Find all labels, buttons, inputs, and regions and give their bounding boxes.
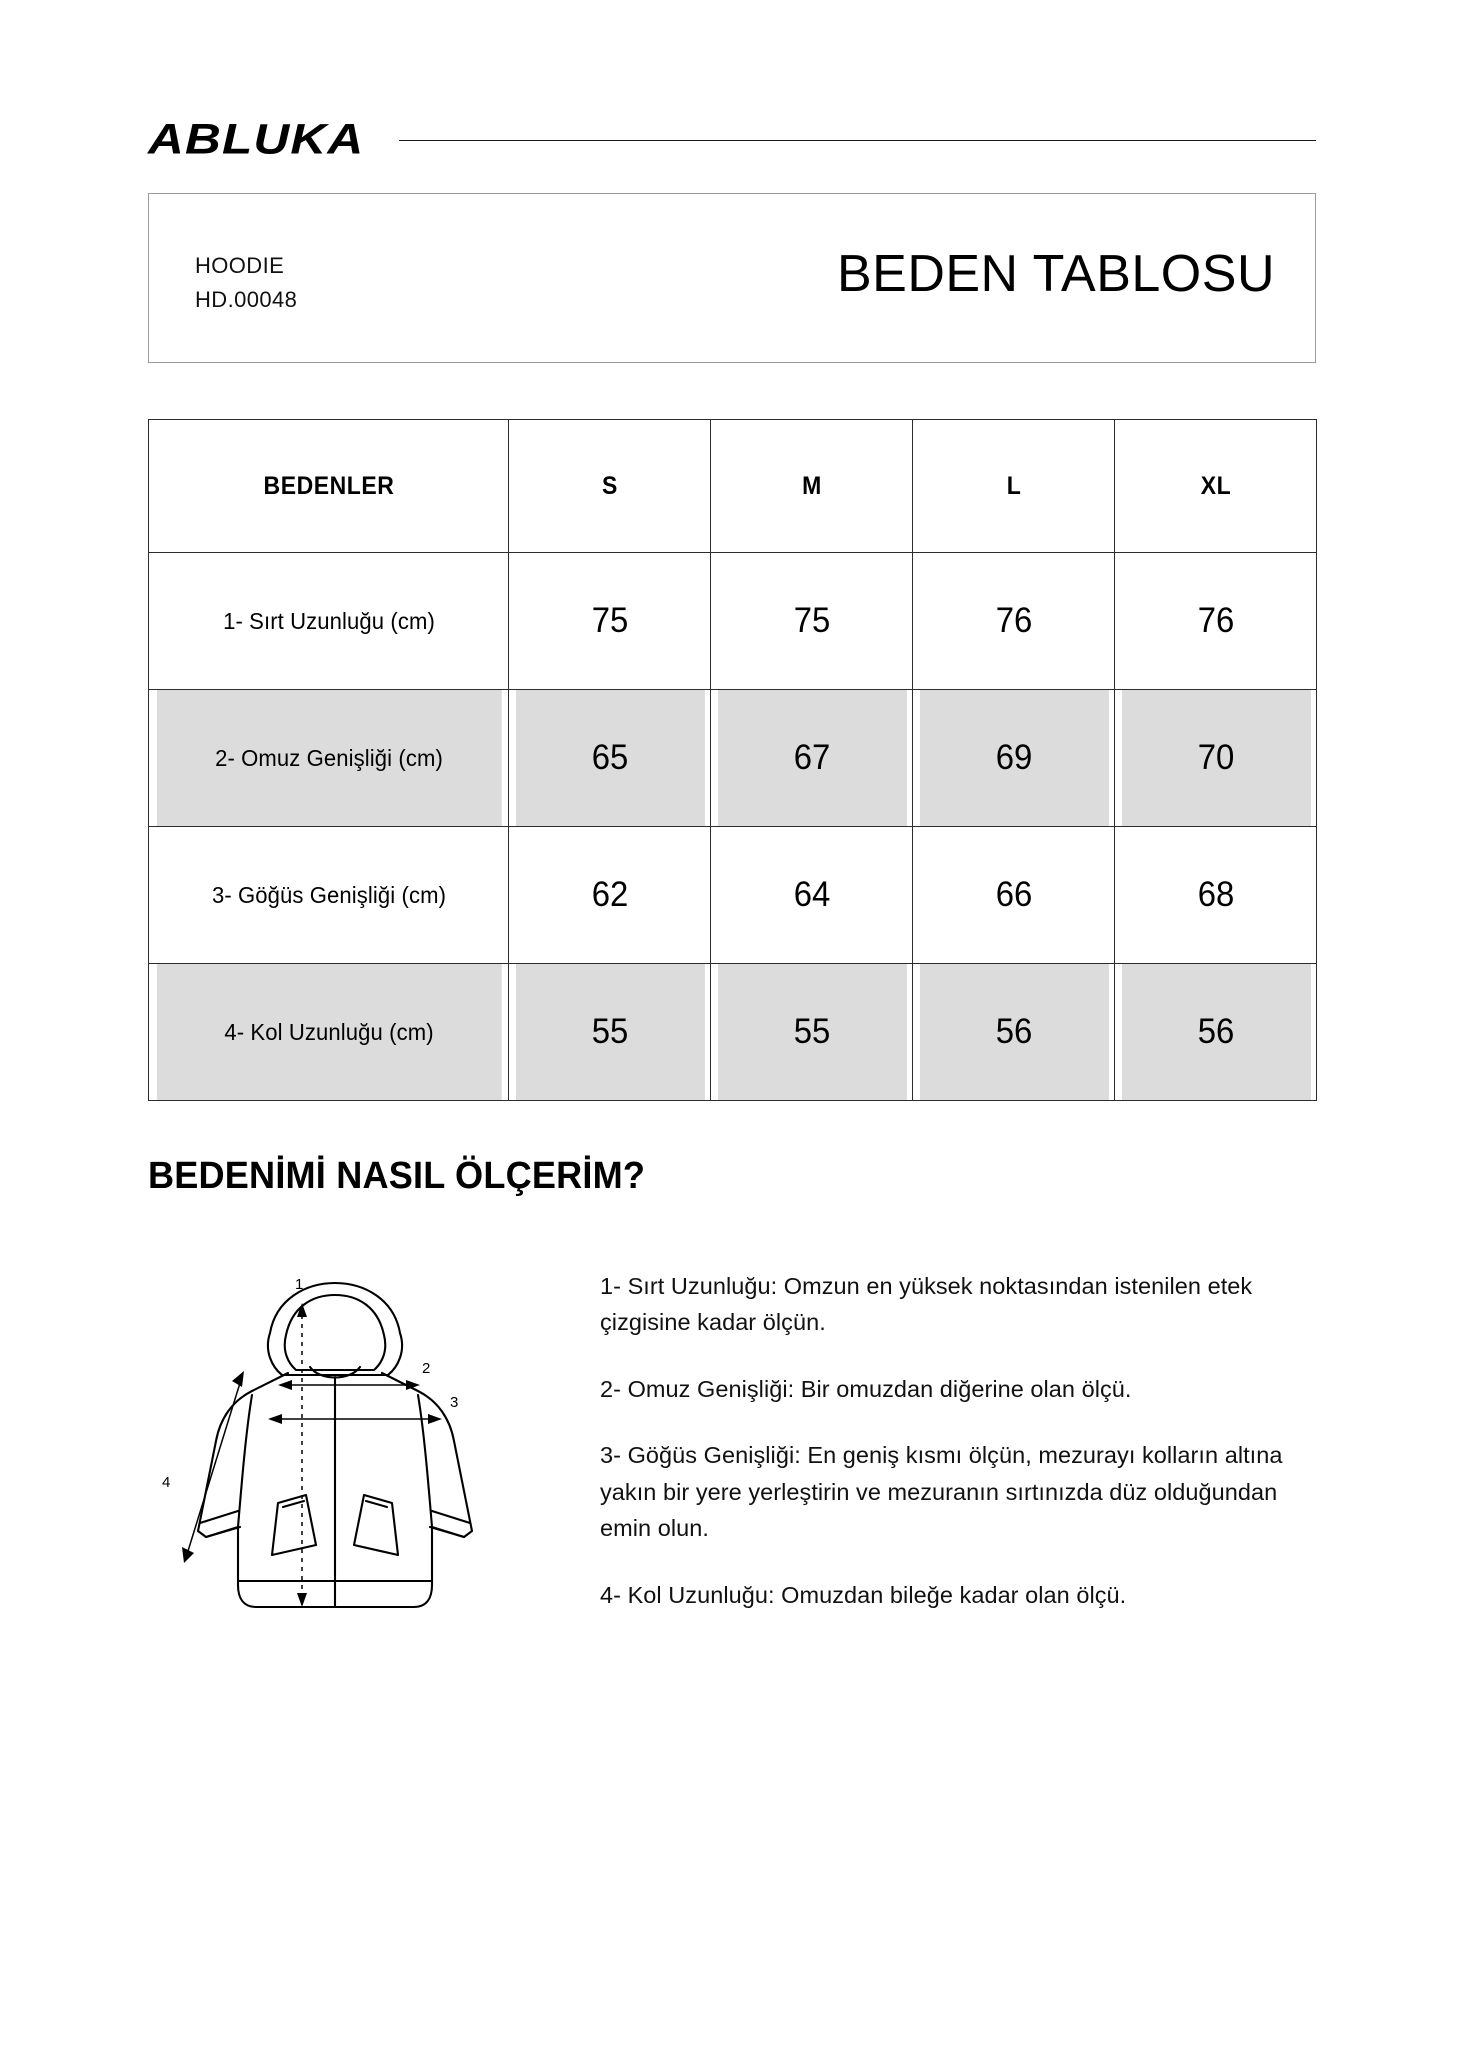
row-label: 4- Kol Uzunluğu (cm) [156, 964, 502, 1101]
table-row [149, 690, 1317, 827]
table-row [149, 964, 1317, 1101]
cell-l: 69 [919, 690, 1109, 827]
instruction-4: 4- Kol Uzunluğu: Omuzdan bileğe kadar olan ölçü. [600, 1581, 1127, 1608]
cell-xl: 70 [1121, 690, 1311, 827]
instruction-2: 2- Omuz Genişliği: Bir omuzdan diğerine olan ölçü. [600, 1375, 1132, 1402]
table-row [149, 827, 1317, 964]
row-label: 3- Göğüs Genişliği (cm) [156, 827, 502, 964]
cell-xl: 56 [1121, 964, 1311, 1101]
diagram-marker-3: 3 [450, 1394, 459, 1411]
cell-m: 55 [717, 964, 907, 1101]
cell-m: 64 [717, 827, 907, 964]
column-header-s: S [517, 420, 703, 553]
how-to-measure-heading: BEDENİMİ NASIL ÖLÇERİM? [148, 1155, 646, 1197]
cell-m: 75 [717, 553, 907, 690]
brand-header [148, 116, 1316, 162]
cell-s: 55 [515, 964, 705, 1101]
diagram-marker-4: 4 [162, 1474, 171, 1491]
cell-xl: 68 [1121, 827, 1311, 964]
diagram-marker-2: 2 [422, 1360, 431, 1377]
cell-s: 75 [515, 553, 705, 690]
cell-s: 62 [515, 827, 705, 964]
cell-xl: 76 [1121, 553, 1311, 690]
table-row [149, 553, 1317, 690]
hoodie-diagram [120, 1255, 580, 1655]
cell-s: 65 [515, 690, 705, 827]
cell-m: 67 [717, 690, 907, 827]
column-header-m: M [719, 420, 905, 553]
page-title: BEDEN TABLOSU [836, 245, 1275, 303]
instruction-1: 1- Sırt Uzunluğu: Omzun en yüksek noktasından istenilen etek çizgisine kadar ölçün. [600, 1273, 1253, 1336]
diagram-marker-1: 1 [295, 1276, 304, 1293]
cell-l: 56 [919, 964, 1109, 1101]
product-info [195, 249, 297, 317]
column-header-bedenler: BEDENLER [163, 420, 494, 553]
column-header-l: L [921, 420, 1107, 553]
measurement-instructions [600, 1268, 1290, 1613]
abluka-logo: ABLUKA [148, 114, 365, 163]
cell-l: 76 [919, 553, 1109, 690]
row-label: 2- Omuz Genişliği (cm) [156, 690, 502, 827]
row-label: 1- Sırt Uzunluğu (cm) [156, 553, 502, 690]
header-box [148, 193, 1316, 363]
product-code-label: HD.00048 [195, 287, 298, 313]
cell-l: 66 [919, 827, 1109, 964]
table-header-row [149, 420, 1317, 553]
column-header-xl: XL [1123, 420, 1309, 553]
size-table [148, 419, 1317, 1101]
product-type-label: HOODIE [195, 253, 285, 278]
instruction-3: 3- Göğüs Genişliği: En geniş kısmı ölçün, mezurayı kolların altına yakın bir yere yerleştirin ve mezuranın sırtınızda düz olduğundan emin olun. [600, 1442, 1283, 1542]
logo-divider-rule [399, 140, 1316, 141]
